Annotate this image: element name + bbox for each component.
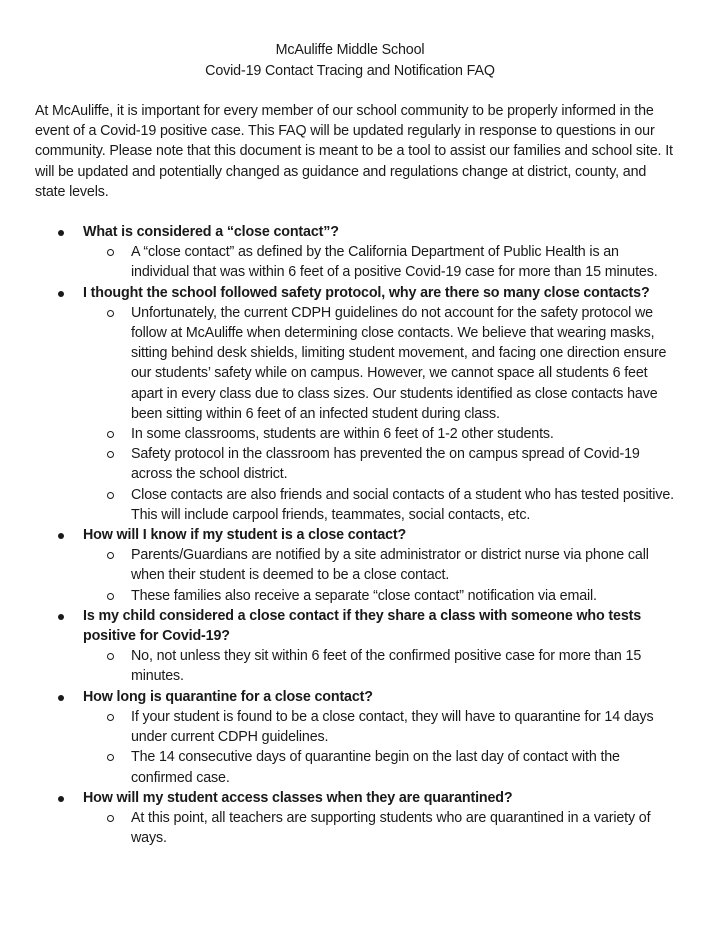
answer-list xyxy=(83,646,675,686)
sub-bullet-icon xyxy=(107,552,114,559)
sub-bullet-icon xyxy=(107,249,114,256)
sub-bullet-icon xyxy=(107,815,114,822)
document-page xyxy=(35,40,675,848)
sub-bullet-icon xyxy=(107,451,114,458)
sub-bullet-icon xyxy=(107,593,114,600)
sub-bullet-icon xyxy=(107,653,114,660)
faq-answer xyxy=(83,444,675,484)
sub-bullet-icon xyxy=(107,310,114,317)
faq-answer xyxy=(83,747,675,787)
document-title: Covid-19 Contact Tracing and Notification FAQ xyxy=(205,62,495,79)
answer-text: Unfortunately, the current CDPH guidelines do not account for the safety protocol we follow at McAuliffe when determining close contacts. We believe that wearing masks, sitting behind desk shields, limiting student movement, and facing one direction ensure our students’ safety while on campus. However, we cannot space all students 6 feet apart in every class due to class sizes. Our students identified as close contacts have been sitting within 6 feet of an infected student during class. xyxy=(131,304,667,422)
faq-question: How will I know if my student is a close contact? xyxy=(83,527,407,544)
bullet-icon xyxy=(58,614,64,620)
faq-question: Is my child considered a close contact if they share a class with someone who tests positive for Covid-19? xyxy=(83,607,642,645)
faq-answer xyxy=(83,303,675,424)
bullet-icon xyxy=(58,533,64,539)
bullet-icon xyxy=(58,230,64,236)
title-block xyxy=(25,40,675,81)
answer-list xyxy=(83,242,675,282)
bullet-icon xyxy=(58,291,64,297)
faq-item xyxy=(35,525,675,606)
answer-text: A “close contact” as defined by the California Department of Public Health is an individual that was within 6 feet of a positive Covid-19 case for more than 15 minutes. xyxy=(131,244,658,281)
faq-question: How will my student access classes when they are quarantined? xyxy=(83,789,513,806)
answer-text: Parents/Guardians are notified by a site administrator or district nurse via phone call when their student is deemed to be a close contact. xyxy=(131,547,649,584)
answer-list xyxy=(83,808,675,848)
faq-item xyxy=(35,283,675,525)
answer-text: If your student is found to be a close contact, they will have to quarantine for 14 days under current CDPH guidelines. xyxy=(131,708,654,746)
answer-text: Safety protocol in the classroom has prevented the on campus spread of Covid-19 across the school district. xyxy=(131,446,640,483)
faq-question: What is considered a “close contact”? xyxy=(83,224,339,241)
bullet-icon xyxy=(58,796,64,802)
sub-bullet-icon xyxy=(107,714,114,721)
faq-question: How long is quarantine for a close contact? xyxy=(83,688,373,705)
faq-item xyxy=(35,222,675,283)
intro-paragraph: At McAuliffe, it is important for every member of our school community to be properly informed in the event of a Covid-19 positive case. This FAQ will be updated regularly in response to questions in our community. Please note that this document is meant to be a tool to assist our families and school site. It will be updated and potentially changed as guidance and regulations change at district, county, and state levels. xyxy=(35,103,673,200)
faq-list xyxy=(35,222,675,848)
answer-list xyxy=(83,303,675,525)
sub-bullet-icon xyxy=(107,492,114,499)
faq-answer xyxy=(83,424,675,444)
answer-text: These families also receive a separate “close contact” notification via email. xyxy=(131,587,597,604)
sub-bullet-icon xyxy=(107,754,114,761)
answer-text: No, not unless they sit within 6 feet of the confirmed positive case for more than 15 minutes. xyxy=(131,648,642,685)
faq-answer xyxy=(83,545,675,585)
faq-question: I thought the school followed safety protocol, why are there so many close contacts? xyxy=(83,284,650,301)
bullet-icon xyxy=(58,695,64,701)
faq-answer xyxy=(83,242,675,282)
answer-list xyxy=(83,707,675,788)
answer-text: At this point, all teachers are supporting students who are quarantined in a variety of ways. xyxy=(131,809,651,847)
answer-text: The 14 consecutive days of quarantine begin on the last day of contact with the confirmed case. xyxy=(131,749,620,786)
faq-answer xyxy=(83,808,675,848)
faq-item xyxy=(35,687,675,788)
answer-text: Close contacts are also friends and social contacts of a student who has tested positive. This will include carpool friends, teammates, social contacts, etc. xyxy=(131,486,674,523)
school-name: McAuliffe Middle School xyxy=(275,42,425,58)
faq-answer xyxy=(83,646,675,686)
faq-answer xyxy=(83,485,675,525)
faq-answer xyxy=(83,586,675,606)
faq-answer xyxy=(83,707,675,747)
sub-bullet-icon xyxy=(107,431,114,438)
faq-item xyxy=(35,606,675,687)
answer-text: In some classrooms, students are within 6 feet of 1-2 other students. xyxy=(131,426,554,443)
faq-item xyxy=(35,788,675,849)
answer-list xyxy=(83,545,675,606)
